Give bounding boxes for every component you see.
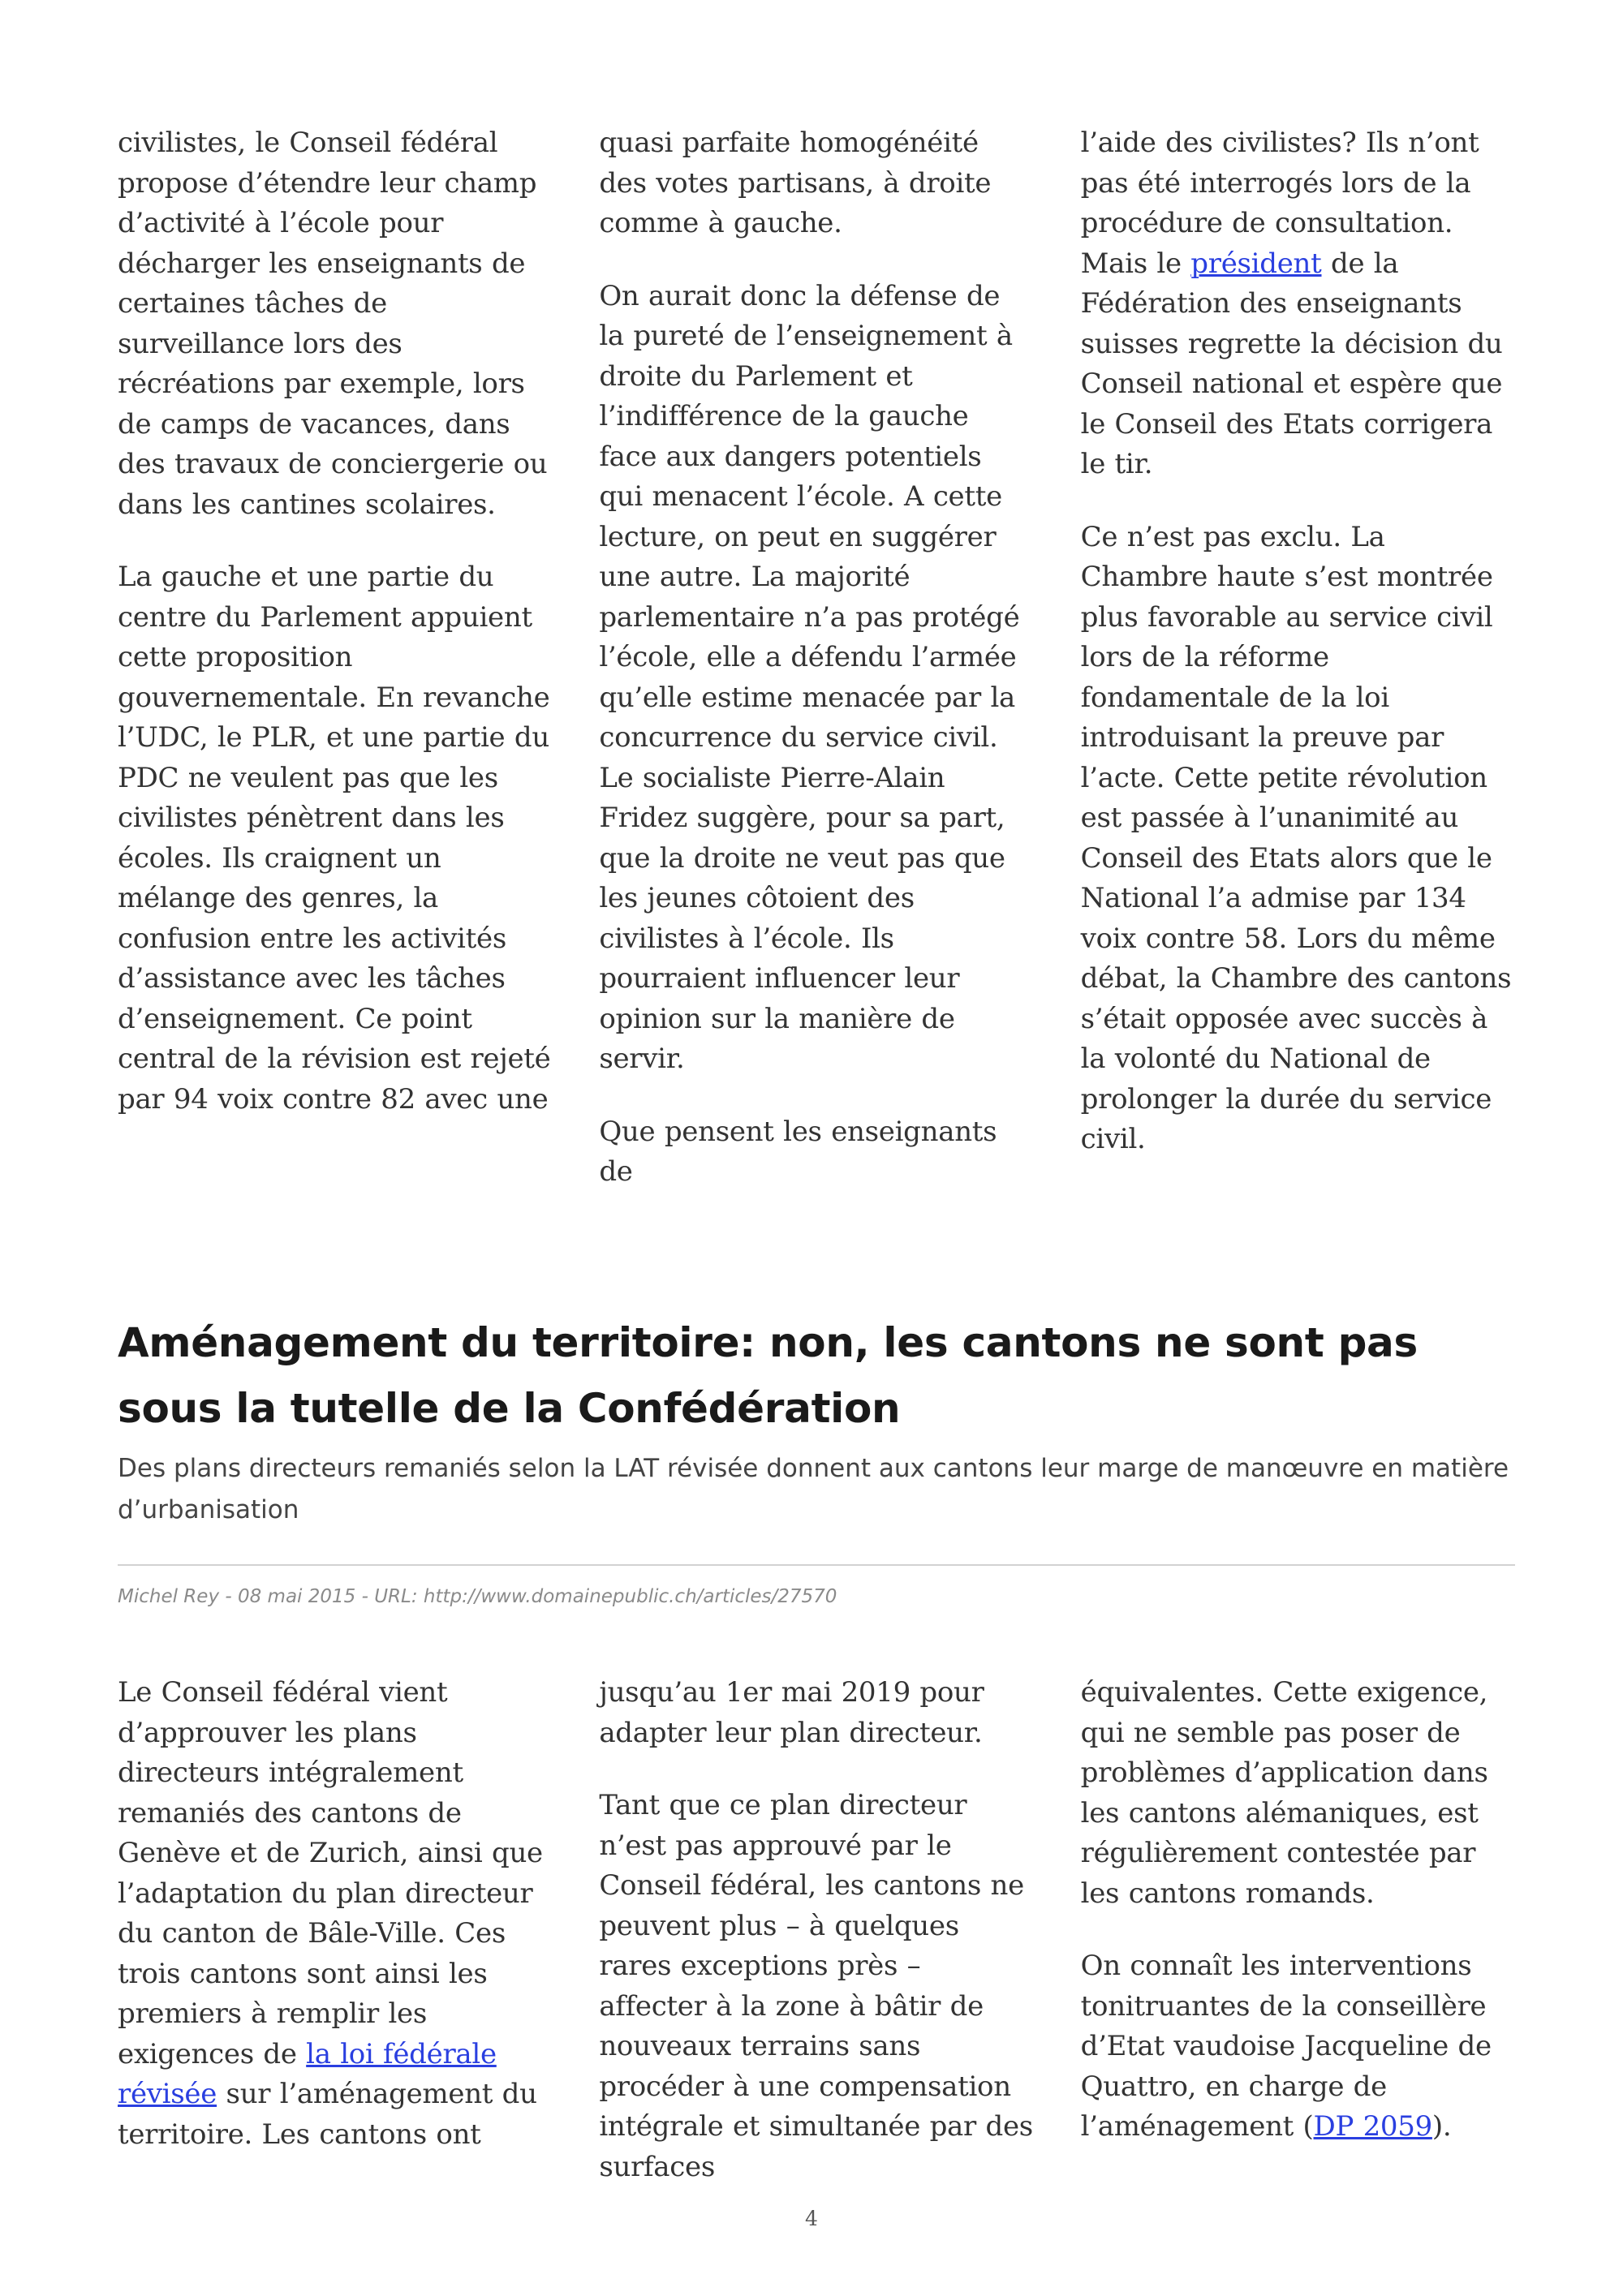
paragraph: équivalentes. Cette exigence, qui ne semble pas poser de problèmes d’application dans les cantons alémaniques, est régulièrement contestée par les cantons romands. xyxy=(1080,1676,1488,1910)
paragraph: jusqu’au 1er mai 2019 pour adapter leur plan directeur. xyxy=(599,1676,984,1749)
paragraph: quasi parfaite homogénéité des votes partisans, à droite comme à gauche. xyxy=(599,127,992,239)
paragraph xyxy=(1081,1946,1515,2148)
paragraph: civilistes, le Conseil fédéral propose d’étendre leur champ d’activité à l’école pour décharger les enseignants de certaines tâches de surveillance lors des récréations par exemple, lors de camps de vacances, dans des travaux de conciergerie ou dans les cantines scolaires. xyxy=(118,127,548,521)
president-link[interactable]: président xyxy=(1190,247,1322,280)
paragraph: On aurait donc la défense de la pureté de l’enseignement à droite du Parlement et l’indifférence de la gauche face aux dangers potentiels qui menacent l’école. A cette lecture, on peut en suggérer une autre. La majorité parlementaire n’a pas protégé l’école, elle a défendu l’armée qu’elle estime menacée par la concurrence du service civil. Le socialiste Pierre-Alain Fridez suggère, pour sa part, que la droite ne veut pas que les jeunes côtoient des civilistes à l’école. Ils pourraient influencer leur opinion sur la manière de servir. xyxy=(599,279,1020,1075)
bottom-column-3 xyxy=(1081,1673,1515,2187)
paragraph: Tant que ce plan directeur n’est pas approuvé par le Conseil fédéral, les cantons ne peuvent plus – à quelques rares exceptions près – affecter à la zone à bâtir de nouveaux terrains sans procéder à une compensation intégrale et simultanée par des surfaces xyxy=(599,1789,1033,2183)
paragraph: La gauche et une partie du centre du Parlement appuient cette proposition gouvernementale. En revanche l’UDC, le PLR, et une partie du PDC ne veulent pas que les civilistes pénètrent dans les écoles. Ils craignent un mélange des genres, la confusion entre les activités d’assistance avec les tâches d’enseignement. Ce point central de la révision est rejeté par 94 voix contre 82 avec une xyxy=(118,561,551,1116)
bottom-column-2 xyxy=(599,1673,1033,2187)
paragraph: Que pensent les enseignants de xyxy=(599,1115,997,1188)
article-subtitle: Des plans directeurs remaniés selon la LAT révisée donnent aux cantons leur marge de manœuvre en matière d’urbanisation xyxy=(118,1454,1509,1524)
article-title: Aménagement du territoire: non, les cantons ne sont pas sous la tutelle de la Confédération xyxy=(118,1319,1418,1432)
page-number: 4 xyxy=(805,2207,818,2230)
top-column-1 xyxy=(118,123,552,1193)
paragraph xyxy=(1081,123,1515,485)
paragraph-text: sur l’aménagement du territoire. Les cantons ont xyxy=(118,2078,537,2151)
bottom-article-columns xyxy=(118,1673,1515,2187)
paragraph-text: de la Fédération des enseignants suisses regrette la décision du Conseil national et espère que le Conseil des Etats corrigera le tir. xyxy=(1080,247,1503,480)
bottom-column-1 xyxy=(118,1673,552,2187)
paragraph-text: Le Conseil fédéral vient d’approuver les plans directeurs intégralement remaniés des cantons de Genève et de Zurich, ainsi que l’adaptation du plan directeur du canton de Bâle-Ville. Ces trois cantons sont ainsi les premiers à remplir les exigences de xyxy=(118,1676,543,2070)
paragraph-text: l’aide des civilistes? Ils n’ont pas été interrogés lors de la procédure de consultation. Mais le xyxy=(1080,127,1479,280)
article-meta: Michel Rey - 08 mai 2015 - URL: http://www.domainepublic.ch/articles/27570 xyxy=(118,1586,837,1607)
federal-law-link[interactable]: la loi fédérale révisée xyxy=(118,2037,497,2110)
dp-2059-link[interactable]: DP 2059 xyxy=(1313,2110,1432,2143)
header-divider xyxy=(118,1564,1515,1566)
top-article-columns xyxy=(118,123,1515,1193)
paragraph-text: ). xyxy=(1431,2110,1452,2143)
top-column-3 xyxy=(1081,123,1515,1193)
paragraph xyxy=(118,1673,552,2155)
paragraph: Ce n’est pas exclu. La Chambre haute s’est montrée plus favorable au service civil lors de la réforme fondamentale de la loi introduisant la preuve par l’acte. Cette petite révolution est passée à l’unanimité au Conseil des Etats alors que le National l’a admise par 134 voix contre 58. Lors du même débat, la Chambre des cantons s’était opposée avec succès à la volonté du National de prolonger la durée du service civil. xyxy=(1080,520,1512,1155)
paragraph-text: On connaît les interventions tonitruantes de la conseillère d’Etat vaudoise Jacqueline de Quattro, en charge de l’aménagement ( xyxy=(1080,1950,1492,2143)
top-column-2 xyxy=(599,123,1033,1193)
